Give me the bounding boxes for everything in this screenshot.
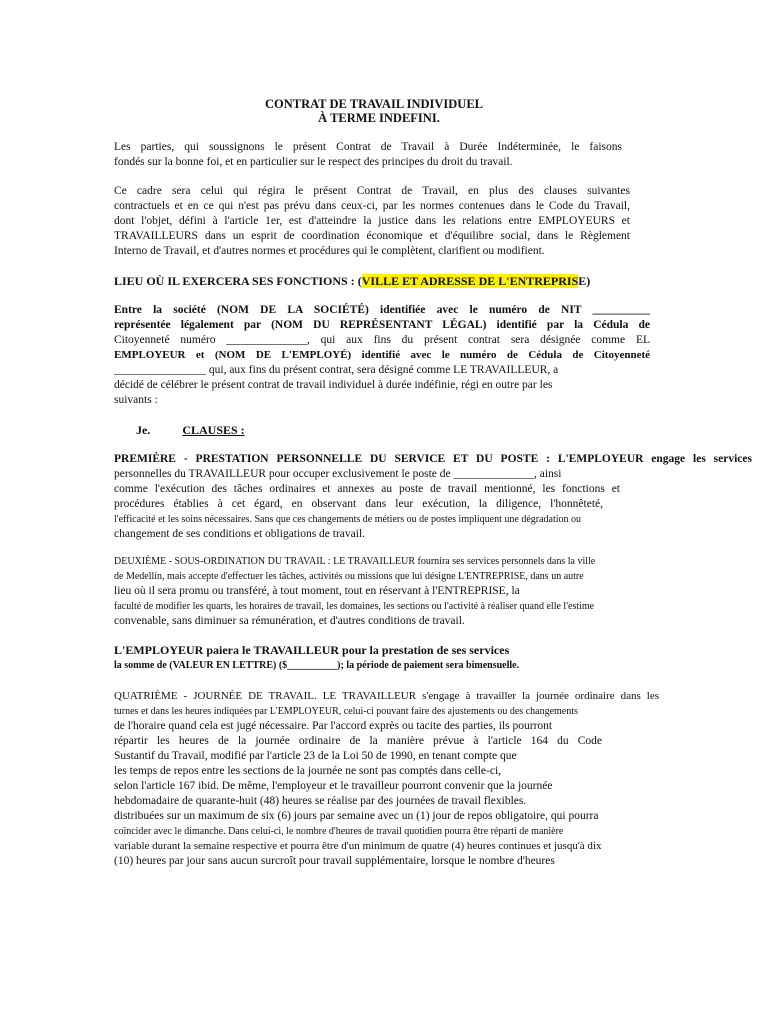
text-line: hebdomadaire de quarante-huit (48) heures se réalise par des journées de travail flexibles.: [114, 795, 527, 807]
text-line: Interno de Travail, et d'autres normes et procédures qui le complètent, clarifient ou modifient.: [114, 245, 545, 257]
clauses-prefix: Je.: [136, 423, 151, 437]
title-line-2: À TERME INDEFINI.: [318, 111, 440, 125]
text-line: selon l'article 167 ibid. De même, l'employeur et le travailleur pourront convenir que la journée: [114, 780, 553, 792]
text-line: faculté de modifier les quarts, les horaires de travail, les domaines, les sections ou l'activité à réaliser quand elle l'estime: [114, 601, 595, 612]
text-line: convenable, sans diminuer sa rémunération, et d'autres conditions de travail.: [114, 615, 465, 627]
text-line: suivants :: [114, 394, 158, 406]
text-line: EMPLOYEUR et (NOM DE L'EMPLOYÉ) identifié avec le numéro de Cédula de Citoyenneté: [114, 349, 650, 361]
text-line: procédures établies à cet égard, en observant dans leur exécution, la diligence, l'honnêteté,: [114, 498, 603, 510]
paragraph-premiere: [114, 452, 752, 542]
paragraph-quatrieme: [114, 689, 659, 869]
text-line: Les parties, qui soussignons le présent Contrat de Travail à Durée Indéterminée, le faisons: [114, 141, 622, 153]
text-line: (10) heures par jour sans aucun surcroît pour travail supplémentaire, lorsque le nombre d'heures: [114, 855, 555, 867]
text-line: les temps de repos entre les sections de la journée ne sont pas comptés dans celle-ci,: [114, 765, 502, 777]
document-title: [0, 97, 768, 125]
text-line: l'efficacité et les soins nécessaires. Sans que ces changements de métiers ou de postes impliquent une dégradation ou: [114, 514, 582, 525]
paragraph-entre: [114, 303, 650, 408]
text-line: TRAVAILLEURS dans un esprit de coordination économique et d'équilibre social, dans le Règlement: [114, 230, 630, 242]
clauses-heading: [136, 423, 245, 438]
text-line: QUATRIÈME - JOURNÉE DE TRAVAIL. LE TRAVAILLEUR s'engage à travailler la journée ordinaire dans les: [114, 690, 659, 702]
text-line: ________________ qui, aux fins du présent contrat, sera désigné comme LE TRAVAILLEUR, a: [114, 364, 559, 376]
lieu-suffix: E): [578, 274, 591, 288]
text-line: Sustantif du Travail, modifié par l'article 23 de la Loi 50 de 1990, en tenant compte que: [114, 750, 517, 762]
text-line: représentée légalement par (NOM DU REPRÉSENTANT LÉGAL) identifié par la Cédula de: [114, 319, 650, 331]
text-line: décidé de célébrer le présent contrat de travail individuel à durée indéfinie, régi en outre par les: [114, 379, 553, 391]
text-line: dont l'objet, défini à l'article 1er, est d'atteindre la justice dans les relations entre EMPLOYEURS et: [114, 215, 630, 227]
text-line: contractuels et en ce qui n'est pas prévu dans ceux-ci, par les normes contenues dans le Code du Travail,: [114, 200, 630, 212]
lieu-prefix: LIEU OÙ IL EXERCERA SES FONCTIONS : (: [114, 274, 362, 288]
text-line: la somme de (VALEUR EN LETTRE) ($__________); la période de paiement sera bimensuelle.: [114, 660, 520, 671]
text-line: personnelles du TRAVAILLEUR pour occuper exclusivement le poste de ______________, ainsi: [114, 468, 562, 480]
text-line: turnes et dans les heures indiquées par L'EMPLOYEUR, celui-ci pouvant faire des ajustements ou des changements: [114, 706, 578, 717]
text-line: distribuées sur un maximum de six (6) jours par semaine avec un (1) jour de repos obligatoire, qui pourra: [114, 810, 599, 822]
paragraph-cadre: [114, 184, 630, 259]
clauses-label: CLAUSES :: [182, 423, 245, 437]
text-line: coïncider avec le dimanche. Dans celui-ci, le nombre d'heures de travail quotidien pourra être réparti de manière: [114, 826, 564, 837]
text-line: Ce cadre sera celui qui régira le présent Contrat de Travail, en plus des clauses suivantes: [114, 185, 630, 197]
text-line: lieu où il sera promu ou transféré, à tout moment, tout en réservant à l'ENTREPRISE, la: [114, 585, 520, 597]
paragraph-salaire: [114, 643, 654, 673]
title-line-1: CONTRAT DE TRAVAIL INDIVIDUEL: [264, 97, 483, 111]
text-line: Citoyenneté numéro ______________, qui aux fins du présent contrat sera désignée comme EL: [114, 334, 650, 346]
text-line: PREMIÈRE - PRESTATION PERSONNELLE DU SERVICE ET DU POSTE : L'EMPLOYEUR engage les services: [114, 453, 752, 465]
text-line: variable durant la semaine respective et pourra être d'un minimum de quatre (4) heures continues et jusqu'à dix: [114, 840, 602, 852]
paragraph-deuxieme: [114, 554, 654, 629]
text-line: changement de ses conditions et obligations de travail.: [114, 528, 366, 540]
text-line: Entre la société (NOM DE LA SOCIÉTÉ) identifiée avec le numéro de NIT __________: [114, 304, 650, 316]
text-line: de Medellín, mais accepte d'effectuer les tâches, activités ou missions que lui désigne L'ENTREPRISE, dans un autre: [114, 571, 584, 582]
text-line: de l'horaire quand cela est jugé nécessaire. Par l'accord exprès ou tacite des parties, ils pourront: [114, 720, 553, 732]
text-line: DEUXIÈME - SOUS-ORDINATION DU TRAVAIL : LE TRAVAILLEUR fournira ses services personnels dans la ville: [114, 556, 596, 567]
lieu-heading: [114, 274, 590, 289]
text-line: répartir les heures de la journée ordinaire de la manière prévue à l'article 164 du Code: [114, 735, 602, 747]
lieu-placeholder-highlight: VILLE ET ADRESSE DE L'ENTREPRIS: [361, 274, 579, 288]
text-line: L'EMPLOYEUR paiera le TRAVAILLEUR pour la prestation de ses services: [114, 643, 510, 657]
paragraph-parties: [114, 140, 622, 170]
text-line: comme l'exécution des tâches ordinaires et annexes au poste de travail mentionné, les fonctions et: [114, 483, 620, 495]
text-line: fondés sur la bonne foi, et en particulier sur le respect des principes du droit du travail.: [114, 156, 513, 168]
